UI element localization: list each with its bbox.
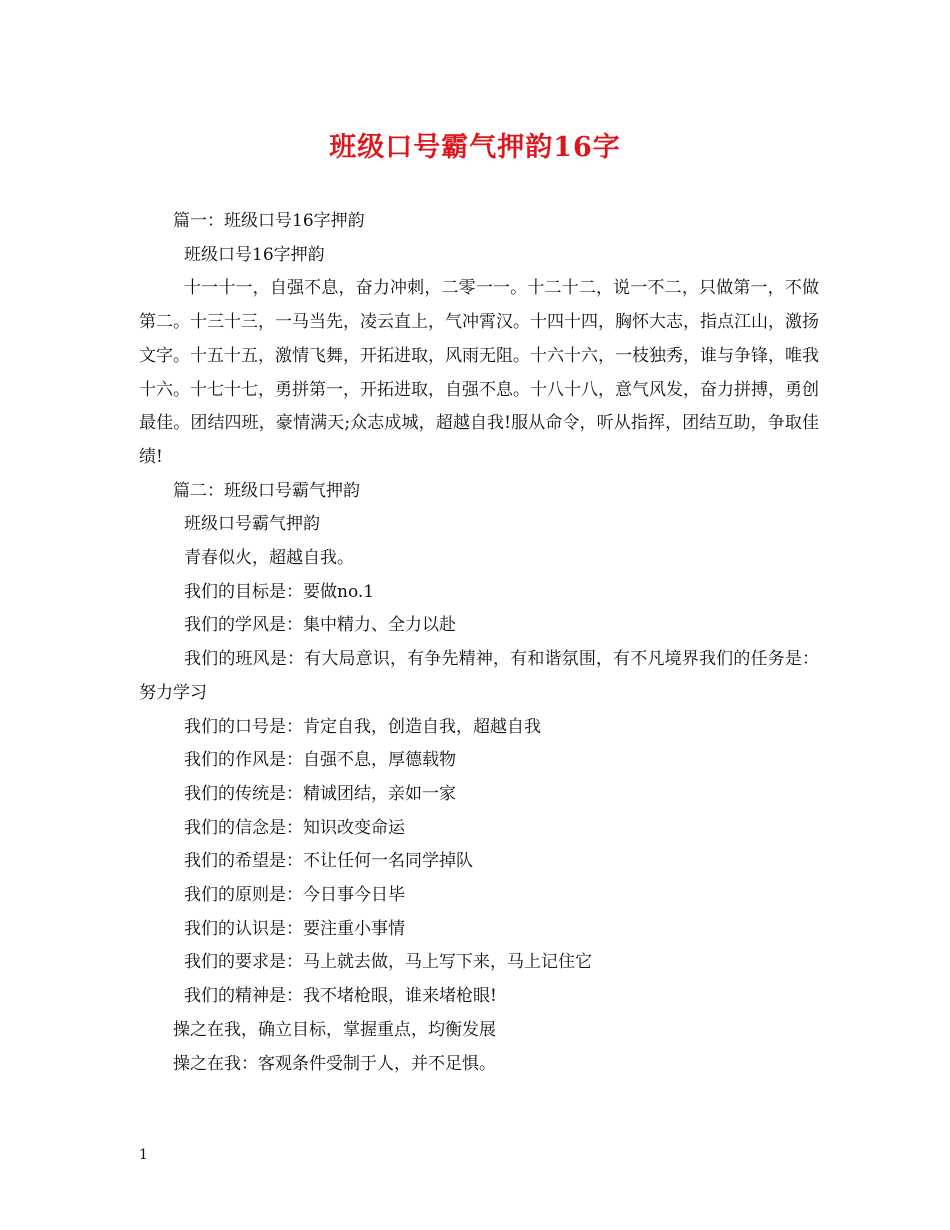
section-subtitle-2: 班级口号霸气押韵 <box>184 514 320 535</box>
text-line: 我们的认识是：要注重小事情 <box>184 918 405 939</box>
text-line: 我们的要求是：马上就去做，马上写下来，马上记住它 <box>184 952 592 973</box>
text-paragraph: 我们的班风是：有大局意识，有争先精神，有和谐氛围，有不凡境界我们的任务是：努力学习 <box>139 649 819 703</box>
text-line: 我们的希望是：不让任何一名同学掉队 <box>184 851 473 872</box>
text-line: 我们的传统是：精诚团结，亲如一家 <box>184 783 456 804</box>
text-line: 我们的作风是：自强不息，厚德载物 <box>184 750 456 771</box>
document-body <box>139 205 819 1081</box>
text-line: 我们的信念是：知识改变命运 <box>184 817 405 838</box>
section-heading-2: 篇二：班级口号霸气押韵 <box>173 480 360 501</box>
text-line: 我们的目标是：要做no.1 <box>184 581 375 602</box>
slogan-paragraph: 十一十一，自强不息，奋力冲刺，二零一一。十二十二，说一不二，只做第一，不做第二。十三十三，一马当先，凌云直上，气冲霄汉。十四十四，胸怀大志，指点江山，激扬文字。十五十五，激情飞舞，开拓进取，风雨无阻。十六十六，一枝独秀，谁与争锋，唯我十六。十七十七，勇拼第一，开拓进取，自强不息。十八十八，意气风发，奋力拼搏，勇创最佳。团结四班，豪情满天;众志成城，超越自我!服从命令，听从指挥，团结互助，争取佳绩! <box>139 278 819 467</box>
section-subtitle-1: 班级口号16字押韵 <box>184 244 325 265</box>
text-line: 我们的口号是：肯定自我，创造自我，超越自我 <box>184 716 541 737</box>
text-line: 我们的原则是：今日事今日毕 <box>184 885 405 906</box>
section-heading-1: 篇一：班级口号16字押韵 <box>173 211 365 231</box>
text-line: 操之在我，确立目标，掌握重点，均衡发展 <box>173 1019 496 1040</box>
document-title: 班级口号霸气押韵16字 <box>329 132 621 163</box>
page-number: 1 <box>139 1147 148 1163</box>
text-line: 操之在我：客观条件受制于人，并不足惧。 <box>173 1053 496 1074</box>
text-line: 我们的学风是：集中精力、全力以赴 <box>184 615 456 636</box>
text-line: 我们的精神是：我不堵枪眼，谁来堵枪眼! <box>184 986 497 1007</box>
text-line: 青春似火，超越自我。 <box>184 548 354 569</box>
